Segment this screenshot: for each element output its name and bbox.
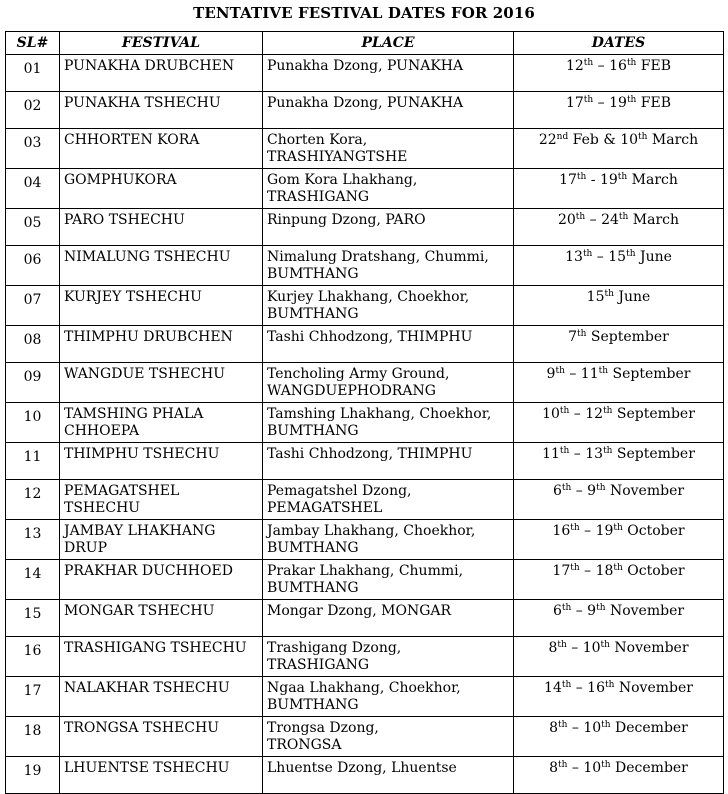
ordinal-suffix: th — [596, 483, 606, 493]
ordinal-suffix: th — [613, 523, 623, 533]
cell-place — [263, 286, 514, 326]
cell-festival: PRAKHAR DUCHHOED — [60, 560, 263, 600]
cell-festival: PUNAKHA TSHECHU — [60, 92, 263, 129]
cell-place — [263, 326, 514, 363]
table-row — [6, 246, 724, 286]
cell-dates: 6th – 9th November — [514, 600, 724, 637]
cell-festival: TAMSHING PHALA CHHOEPA — [60, 403, 263, 443]
place-line: Prakar Lhakhang, Chummi, — [267, 563, 464, 579]
place-line: PEMAGATSHEL — [267, 500, 383, 516]
cell-festival: WANGDUE TSHECHU — [60, 363, 263, 403]
cell-sl: 06 — [6, 246, 60, 286]
cell-festival: TRASHIGANG TSHECHU — [60, 637, 263, 677]
cell-place — [263, 55, 514, 92]
cell-sl: 12 — [6, 480, 60, 520]
cell-festival: THIMPHU TSHECHU — [60, 443, 263, 480]
ordinal-suffix: th — [626, 249, 636, 259]
place-line: TRASHIYANGTSHE — [267, 149, 408, 165]
place-line: TRONGSA — [267, 737, 342, 753]
table-row — [6, 677, 724, 717]
place-line: Tashi Chhodzong, THIMPHU — [267, 446, 473, 462]
cell-dates: 10th – 12th September — [514, 403, 724, 443]
place-line: Lhuentse Dzong, Lhuentse — [267, 760, 457, 776]
cell-sl: 14 — [6, 560, 60, 600]
ordinal-suffix: th — [570, 563, 580, 573]
place-line: BUMTHANG — [267, 540, 359, 556]
place-line: Pemagatshel Dzong, — [267, 483, 412, 499]
table-row — [6, 403, 724, 443]
header-festival: FESTIVAL — [60, 32, 263, 55]
ordinal-suffix: th — [617, 172, 628, 182]
ordinal-suffix: th — [598, 366, 609, 376]
ordinal-suffix: th — [570, 523, 580, 533]
place-line: BUMTHANG — [267, 306, 359, 322]
cell-festival: NALAKHAR TSHECHU — [60, 677, 263, 717]
place-line: Trashigang Dzong, — [267, 640, 402, 656]
table-row — [6, 326, 724, 363]
cell-sl: 05 — [6, 209, 60, 246]
cell-place — [263, 443, 514, 480]
place-line: Tamshing Lhakhang, Choekhor, — [267, 406, 492, 422]
cell-dates: 22nd Feb & 10th March — [514, 129, 724, 169]
table-row — [6, 443, 724, 480]
cell-place — [263, 600, 514, 637]
cell-place — [263, 92, 514, 129]
ordinal-suffix: th — [583, 58, 594, 68]
cell-festival: PARO TSHECHU — [60, 209, 263, 246]
ordinal-suffix: th — [601, 760, 611, 770]
cell-dates: 8th – 10th December — [514, 757, 724, 794]
cell-dates: 17th – 19th FEB — [514, 92, 724, 129]
table-row — [6, 55, 724, 92]
ordinal-suffix: th — [600, 640, 610, 650]
cell-sl: 02 — [6, 92, 60, 129]
place-line: Nimalung Dratshang, Chummi, — [267, 249, 489, 265]
cell-sl: 03 — [6, 129, 60, 169]
place-line: Tencholing Army Ground, — [267, 366, 450, 382]
cell-dates: 11th – 13th September — [514, 443, 724, 480]
ordinal-suffix: th — [558, 720, 568, 730]
cell-place — [263, 169, 514, 209]
cell-place — [263, 246, 514, 286]
ordinal-suffix: th — [555, 366, 565, 376]
festival-table — [5, 31, 724, 794]
place-line: Tashi Chhodzong, THIMPHU — [267, 329, 473, 345]
cell-dates: 6th – 9th November — [514, 480, 724, 520]
ordinal-suffix: th — [605, 680, 615, 690]
cell-festival: GOMPHUKORA — [60, 169, 263, 209]
table-row — [6, 717, 724, 757]
cell-place — [263, 520, 514, 560]
ordinal-suffix: th — [638, 132, 648, 142]
cell-sl: 17 — [6, 677, 60, 717]
cell-sl: 16 — [6, 637, 60, 677]
ordinal-suffix: th — [558, 760, 568, 770]
table-row — [6, 480, 724, 520]
cell-sl: 01 — [6, 55, 60, 92]
cell-place — [263, 209, 514, 246]
ordinal-suffix: th — [577, 329, 587, 339]
cell-festival: CHHORTEN KORA — [60, 129, 263, 169]
ordinal-suffix: th — [626, 95, 637, 105]
place-line: Trongsa Dzong, — [267, 720, 379, 736]
cell-sl: 10 — [6, 403, 60, 443]
header-dates: DATES — [514, 32, 724, 55]
place-line: WANGDUEPHODRANG — [267, 383, 436, 399]
table-row — [6, 520, 724, 560]
ordinal-suffix: th — [601, 720, 611, 730]
header-sl: SL# — [6, 32, 60, 55]
place-line: TRASHIGANG — [267, 189, 370, 205]
table-row — [6, 129, 724, 169]
cell-place — [263, 480, 514, 520]
table-row — [6, 286, 724, 326]
ordinal-suffix: th — [626, 58, 637, 68]
table-body — [6, 55, 724, 794]
ordinal-suffix: th — [618, 212, 629, 222]
ordinal-suffix: th — [561, 680, 572, 690]
ordinal-suffix: nd — [556, 132, 569, 142]
page-title: TENTATIVE FESTIVAL DATES FOR 2016 — [193, 4, 535, 22]
place-line: Punakha Dzong, PUNAKHA — [267, 95, 464, 111]
table-header-row — [6, 32, 724, 55]
cell-place — [263, 677, 514, 717]
cell-dates: 8th – 10th December — [514, 717, 724, 757]
place-line: Ngaa Lhakhang, Choekhor, — [267, 680, 461, 696]
cell-festival: KURJEY TSHECHU — [60, 286, 263, 326]
place-line: BUMTHANG — [267, 580, 359, 596]
cell-sl: 15 — [6, 600, 60, 637]
place-line: Kurjey Lhakhang, Choekhor, — [267, 289, 470, 305]
ordinal-suffix: th — [561, 483, 572, 493]
cell-dates: 9th – 11th September — [514, 363, 724, 403]
ordinal-suffix: th — [559, 446, 570, 456]
ordinal-suffix: th — [613, 563, 623, 573]
table-row — [6, 600, 724, 637]
ordinal-suffix: th — [582, 249, 593, 259]
cell-dates: 13th – 15th June — [514, 246, 724, 286]
cell-sl: 18 — [6, 717, 60, 757]
cell-dates: 12th – 16th FEB — [514, 55, 724, 92]
cell-festival: PUNAKHA DRUBCHEN — [60, 55, 263, 92]
cell-festival: TRONGSA TSHECHU — [60, 717, 263, 757]
place-line: BUMTHANG — [267, 697, 359, 713]
ordinal-suffix: th — [596, 603, 606, 613]
cell-sl: 09 — [6, 363, 60, 403]
table-row — [6, 560, 724, 600]
cell-sl: 19 — [6, 757, 60, 794]
cell-sl: 07 — [6, 286, 60, 326]
header-place: PLACE — [263, 32, 514, 55]
ordinal-suffix: th — [603, 446, 613, 456]
cell-festival: NIMALUNG TSHECHU — [60, 246, 263, 286]
table-row — [6, 637, 724, 677]
place-line: Chorten Kora, — [267, 132, 368, 148]
place-line: Rinpung Dzong, PARO — [267, 212, 426, 228]
cell-dates: 17th – 18th October — [514, 560, 724, 600]
cell-festival: LHUENTSE TSHECHU — [60, 757, 263, 794]
place-line: Gom Kora Lhakhang, — [267, 172, 418, 188]
place-line: Mongar Dzong, MONGAR — [267, 603, 452, 619]
cell-sl: 08 — [6, 326, 60, 363]
cell-festival: PEMAGATSHEL TSHECHU — [60, 480, 263, 520]
ordinal-suffix: th — [576, 172, 587, 182]
cell-sl: 13 — [6, 520, 60, 560]
ordinal-suffix: th — [583, 95, 594, 105]
place-line: BUMTHANG — [267, 266, 359, 282]
table-row — [6, 92, 724, 129]
place-line: TRASHIGANG — [267, 657, 370, 673]
cell-place — [263, 717, 514, 757]
ordinal-suffix: th — [603, 406, 613, 416]
cell-dates: 20th – 24th March — [514, 209, 724, 246]
cell-place — [263, 363, 514, 403]
cell-dates: 16th – 19th October — [514, 520, 724, 560]
table-row — [6, 209, 724, 246]
cell-dates: 7th September — [514, 326, 724, 363]
cell-place — [263, 560, 514, 600]
cell-place — [263, 129, 514, 169]
cell-place — [263, 403, 514, 443]
ordinal-suffix: th — [575, 212, 586, 222]
ordinal-suffix: th — [561, 603, 572, 613]
place-line: Jambay Lhakhang, Choekhor, — [267, 523, 476, 539]
ordinal-suffix: th — [604, 289, 614, 299]
cell-festival: THIMPHU DRUBCHEN — [60, 326, 263, 363]
cell-festival: MONGAR TSHECHU — [60, 600, 263, 637]
cell-dates: 8th – 10th November — [514, 637, 724, 677]
place-line: BUMTHANG — [267, 423, 359, 439]
cell-sl: 11 — [6, 443, 60, 480]
table-row — [6, 169, 724, 209]
ordinal-suffix: th — [557, 640, 567, 650]
cell-dates: 15th June — [514, 286, 724, 326]
cell-festival: JAMBAY LHAKHANG DRUP — [60, 520, 263, 560]
cell-sl: 04 — [6, 169, 60, 209]
cell-dates: 17th - 19th March — [514, 169, 724, 209]
ordinal-suffix: th — [559, 406, 570, 416]
cell-dates: 14th – 16th November — [514, 677, 724, 717]
table-row — [6, 363, 724, 403]
cell-place — [263, 637, 514, 677]
place-line: Punakha Dzong, PUNAKHA — [267, 58, 464, 74]
